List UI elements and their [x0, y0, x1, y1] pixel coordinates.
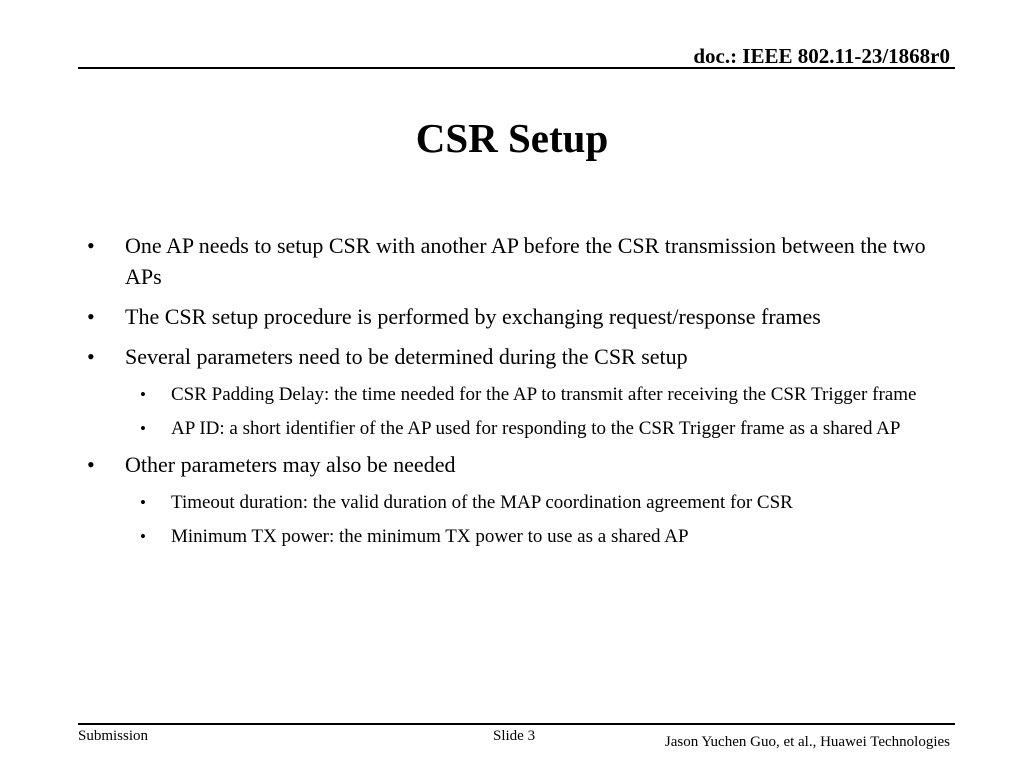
list-item [80, 449, 960, 480]
document-id: doc.: IEEE 802.11-23/1868r0 [693, 44, 950, 68]
footer-submission: Submission [78, 728, 149, 744]
footer-rule [78, 723, 955, 725]
sub-list-item [80, 415, 960, 442]
list-item-text: One AP needs to setup CSR with another AP before the CSR transmission between the two APs [125, 233, 926, 289]
list-item [80, 301, 960, 332]
bullet-icon: • [87, 233, 95, 258]
list-item-text: Other parameters may also be needed [125, 452, 456, 477]
bullet-icon: • [87, 344, 95, 369]
list-item [80, 341, 960, 372]
bullet-icon: • [140, 419, 146, 438]
slide-number: Slide 3 [493, 728, 536, 744]
bullet-list [80, 230, 960, 557]
bullet-icon: • [87, 304, 95, 329]
bullet-icon: • [140, 385, 146, 404]
sub-list-item [80, 523, 960, 550]
list-item-text: Timeout duration: the valid duration of the MAP coordination agreement for CSR [171, 492, 793, 513]
bullet-icon: • [140, 493, 146, 512]
list-item-text: CSR Padding Delay: the time needed for the AP to transmit after receiving the CSR Trigger frame [171, 384, 917, 405]
slide-title: CSR Setup [415, 115, 609, 161]
list-item-text: AP ID: a short identifier of the AP used for responding to the CSR Trigger frame as a shared AP [171, 418, 901, 439]
list-item [80, 230, 960, 292]
bullet-icon: • [87, 452, 95, 477]
footer-authors: Jason Yuchen Guo, et al., Huawei Technologies [664, 734, 950, 750]
sub-list-item [80, 381, 960, 408]
header-rule [78, 67, 955, 69]
bullet-icon: • [140, 527, 146, 546]
list-item-text: The CSR setup procedure is performed by exchanging request/response frames [125, 304, 821, 329]
list-item-text: Several parameters need to be determined during the CSR setup [125, 344, 688, 369]
sub-list-item [80, 489, 960, 516]
list-item-text: Minimum TX power: the minimum TX power to use as a shared AP [171, 526, 689, 547]
